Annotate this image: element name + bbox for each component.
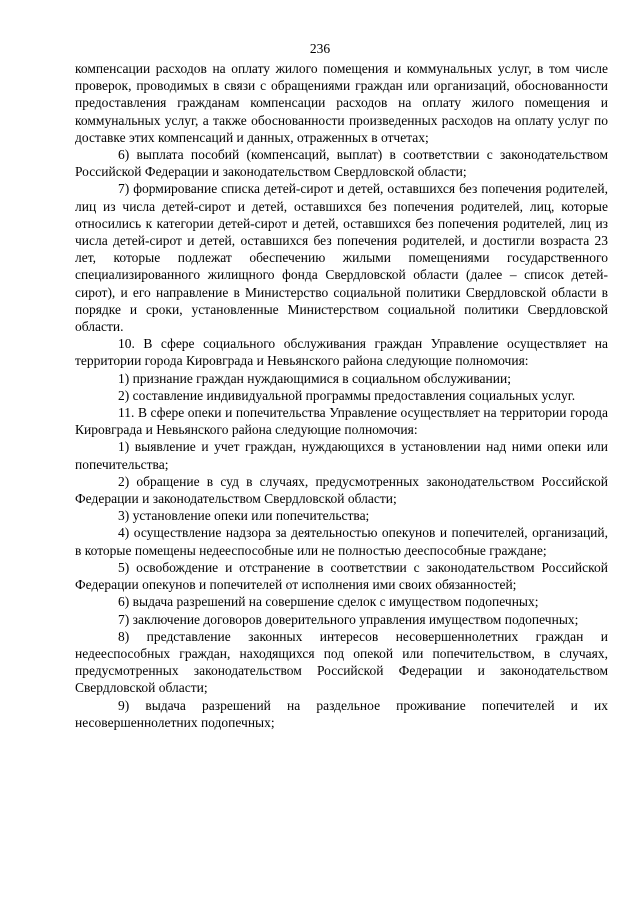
paragraph-section-10-item-1: 1) признание граждан нуждающимися в социальном обслуживании; (118, 370, 511, 386)
paragraph-section-11-item-6: 6) выдача разрешений на совершение сделок с имуществом подопечных; (118, 594, 539, 610)
paragraph-section-11-item-5: 5) освобождение и отстранение в соответствии с законодательством Российской Федерации опекунов и попечителей от исполнения ими своих обязанностей; (75, 559, 608, 593)
paragraph-item-7-orphans-list: 7) формирование списка детей-сирот и детей, оставшихся без попечения родителей, лиц из числа детей-сирот и детей, оставшихся без попечения родителей, лиц, которые относились к категории детей-сирот и детей, оставшихся без попечения родителей, лиц из числа детей-сирот и детей, оставшихся без попечения родителей, и достигли возраста 23 лет, которые подлежат обеспечению жилыми помещениями государственного специализированного жилищного фонда Свердловской области (далее – список детей-сирот), и его направление в Министерство социальной политики Свердловской области в порядке и сроки, установленные Министерством социальной политики Свердловской области. (75, 181, 608, 335)
paragraph-section-11-item-1: 1) выявление и учет граждан, нуждающихся в установлении над ними опеки или попечительства; (75, 439, 608, 472)
paragraph-section-11-item-2: 2) обращение в суд в случаях, предусмотренных законодательством Российской Федерации и законодательством Свердловской области; (75, 473, 608, 507)
paragraph-section-10-item-2: 2) составление индивидуальной программы предоставления социальных услуг. (118, 387, 576, 403)
paragraph-section-10: 10. В сфере социального обслуживания граждан Управление осуществляет на территории города Кировграда и Невьянского района следующие полномочия: (75, 336, 608, 369)
paragraph-continuation: компенсации расходов на оплату жилого помещения и коммунальных услуг, в том числе проверок, проводимых в связи с обращениями граждан или организаций, обоснованности предоставления гражданам компенсации расходов на оплату жилого помещения и коммунальных услуг, а также обоснованности произведенных расходов на оплату услуг по доставке этих компенсаций и данных, отраженных в отчетах; (75, 61, 608, 145)
paragraph-item-6-benefits: 6) выплата пособий (компенсаций, выплат) в соответствии с законодательством Российской Федерации и законодательством Свердловской области; (75, 147, 608, 180)
paragraph-section-11-item-3: 3) установление опеки или попечительства; (118, 508, 370, 524)
paragraph-section-11-item-4: 4) осуществление надзора за деятельностью опекунов и попечителей, организаций, в которые помещены недееспособные или не полностью дееспособные граждане; (75, 525, 608, 558)
page-number: 236 (309, 41, 331, 56)
paragraph-section-11: 11. В сфере опеки и попечительства Управление осуществляет на территории города Кировграда и Невьянского района следующие полномочия: (75, 405, 608, 438)
document-body (75, 60, 608, 731)
paragraph-section-11-item-9: 9) выдача разрешений на раздельное проживание попечителей и их несовершеннолетних подопечных; (75, 697, 608, 730)
paragraph-section-11-item-8: 8) представление законных интересов несовершеннолетних граждан и недееспособных граждан, находящихся под опекой или попечительством, в случаях, предусмотренных законодательством Российской Федерации и законодательством Свердловской области; (75, 628, 608, 696)
paragraph-section-11-item-7: 7) заключение договоров доверительного управления имуществом подопечных; (118, 611, 579, 627)
